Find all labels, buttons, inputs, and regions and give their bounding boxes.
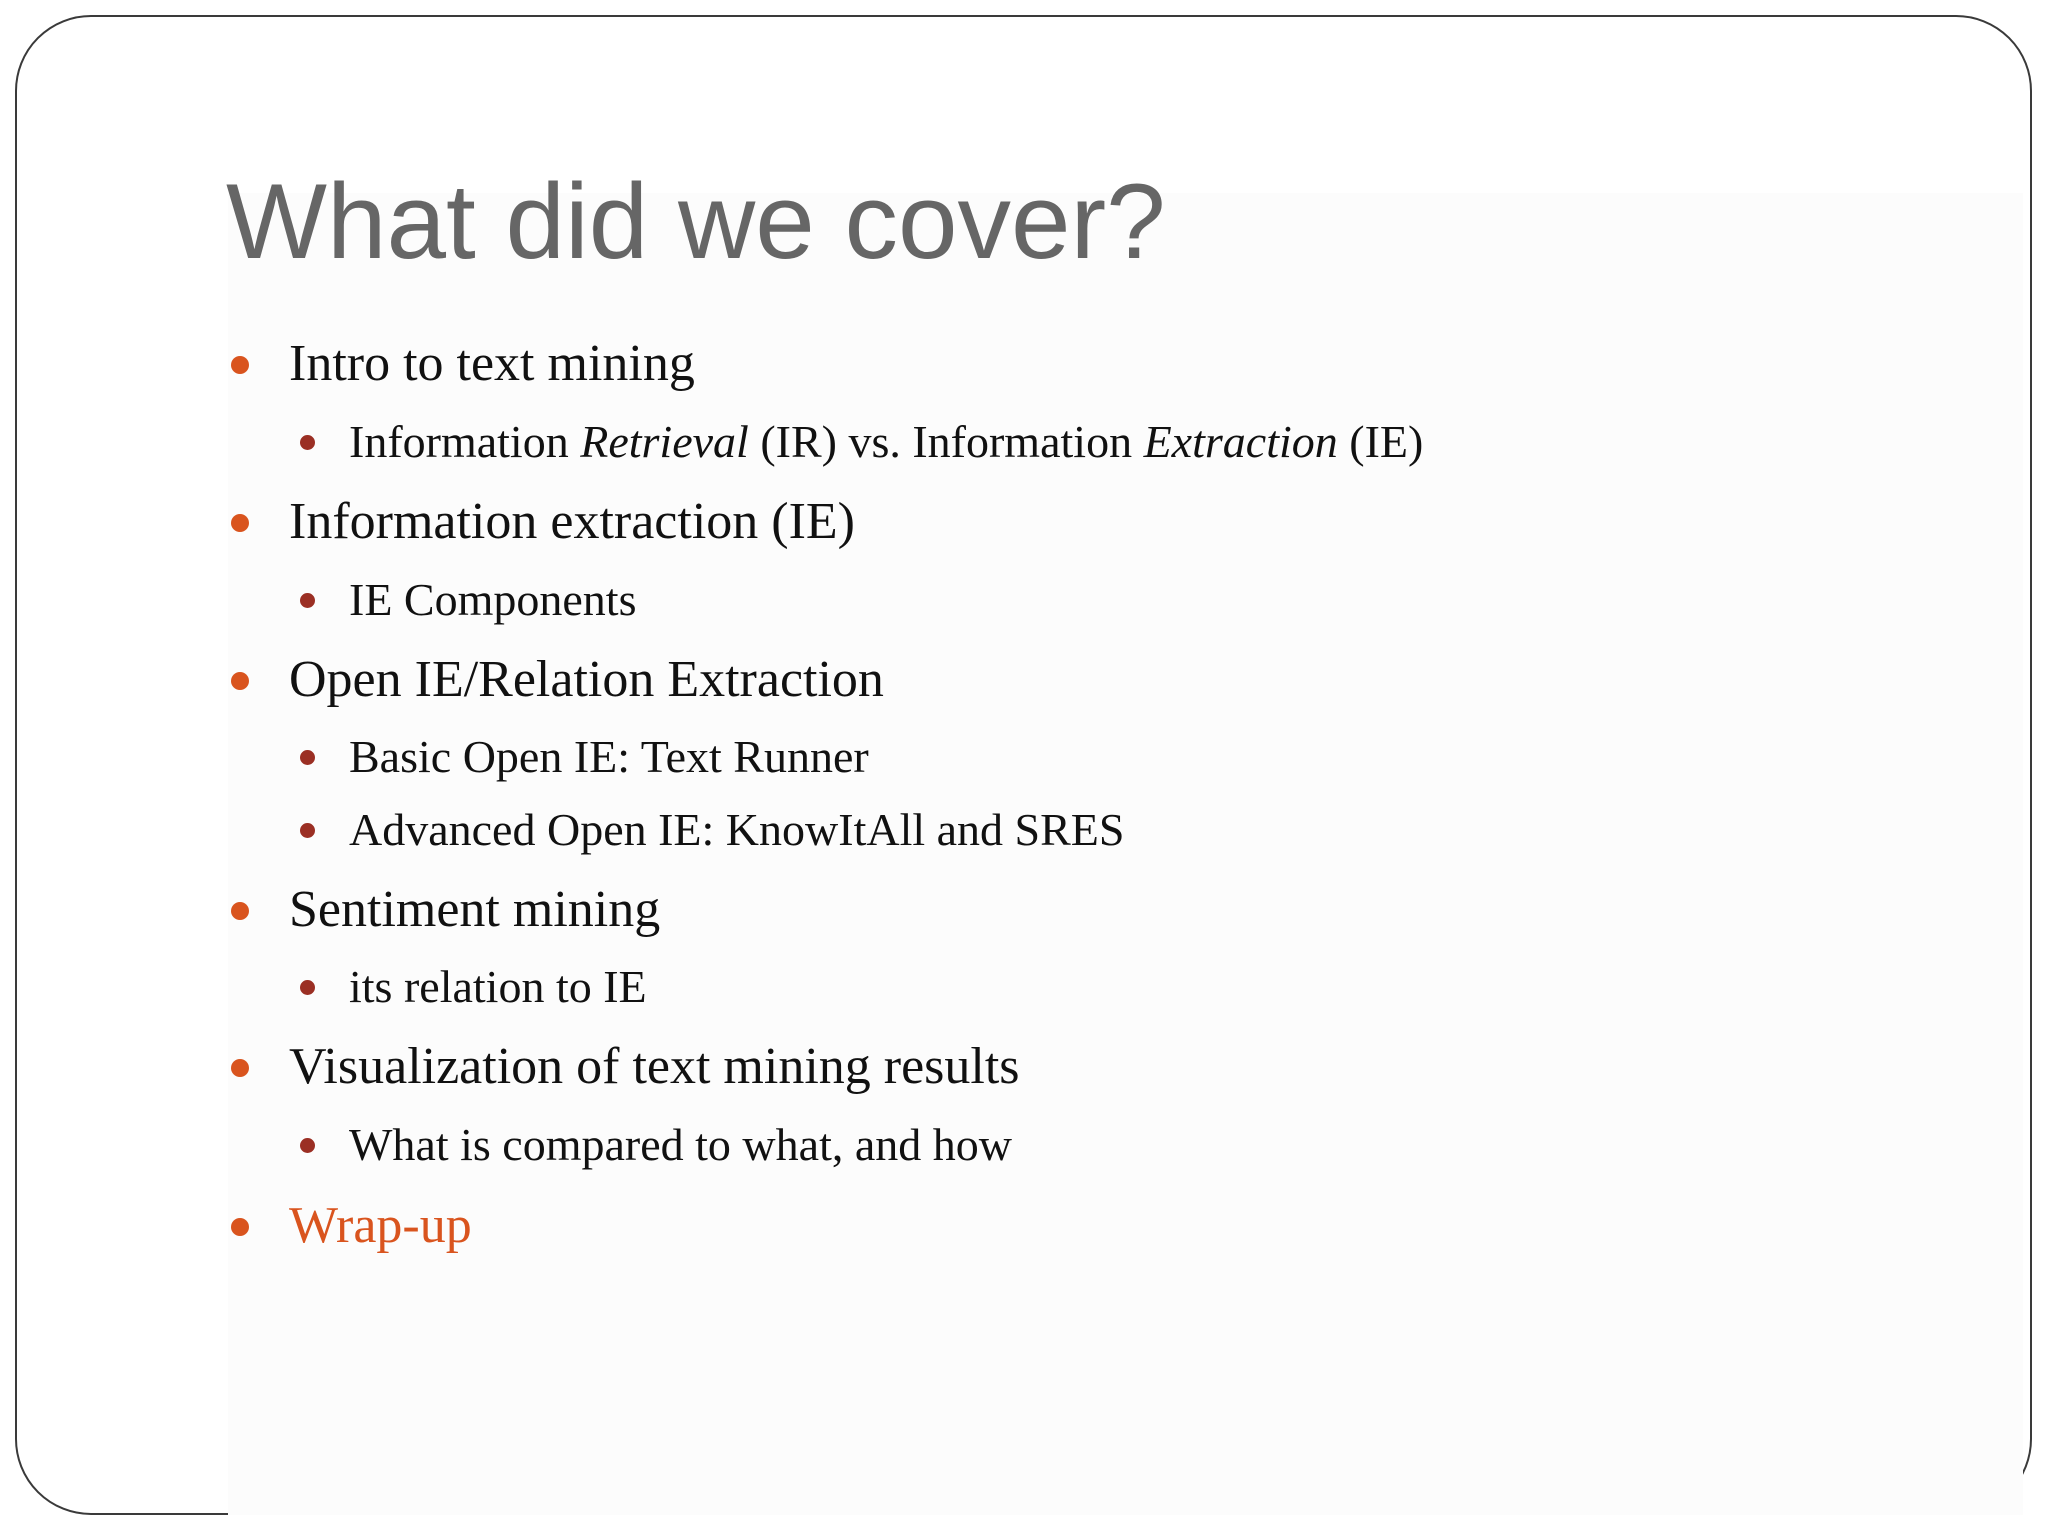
subtopic-label-part: Information [349, 416, 581, 467]
subtopic-label: Advanced Open IE: KnowItAll and SRES [349, 804, 1125, 855]
topic-visualization [289, 1037, 1020, 1097]
topic-label: Visualization of text mining results [289, 1038, 1020, 1095]
subtopic-label-italic: Retrieval [580, 416, 749, 467]
sub-bullet-dot-icon [300, 435, 315, 450]
sub-bullet-dot-icon [300, 980, 315, 995]
topic-information-extraction [289, 492, 855, 552]
topic-intro-text-mining [289, 334, 695, 394]
slide-title: What did we cover? [226, 161, 1166, 281]
subtopic-comparison [349, 1117, 1012, 1173]
topic-wrap-up [289, 1196, 472, 1256]
sub-bullet-dot-icon [300, 750, 315, 765]
subtopic-label: What is compared to what, and how [349, 1119, 1012, 1170]
topic-label-highlighted: Wrap-up [289, 1197, 472, 1254]
subtopic-label-part: (IE) [1337, 416, 1424, 467]
bullet-dot-icon [231, 356, 249, 374]
bullet-dot-icon [231, 672, 249, 690]
subtopic-advanced-open-ie [349, 802, 1125, 858]
bullet-dot-icon [231, 514, 249, 532]
subtopic-relation-to-ie [349, 959, 647, 1015]
topic-label: Sentiment mining [289, 881, 661, 938]
sub-bullet-dot-icon [300, 593, 315, 608]
subtopic-basic-open-ie [349, 729, 869, 785]
sub-bullet-dot-icon [300, 823, 315, 838]
subtopic-label: its relation to IE [349, 961, 647, 1012]
topic-open-ie-relation-extraction [289, 650, 884, 710]
bullet-dot-icon [231, 1218, 249, 1236]
topic-sentiment-mining [289, 880, 660, 940]
bullet-dot-icon [231, 902, 249, 920]
subtopic-ir-vs-ie [349, 414, 1423, 470]
subtopic-ie-components [349, 572, 636, 628]
bullet-dot-icon [231, 1059, 249, 1077]
topic-label: Open IE/Relation Extraction [289, 651, 884, 708]
subtopic-label: IE Components [349, 574, 637, 625]
topic-label: Information extraction (IE) [289, 493, 855, 550]
subtopic-label-part: (IR) vs. Information [748, 416, 1144, 467]
subtopic-label-italic: Extraction [1143, 416, 1338, 467]
sub-bullet-dot-icon [300, 1138, 315, 1153]
subtopic-label: Basic Open IE: Text Runner [349, 731, 869, 782]
topic-label: Intro to text mining [289, 335, 695, 392]
